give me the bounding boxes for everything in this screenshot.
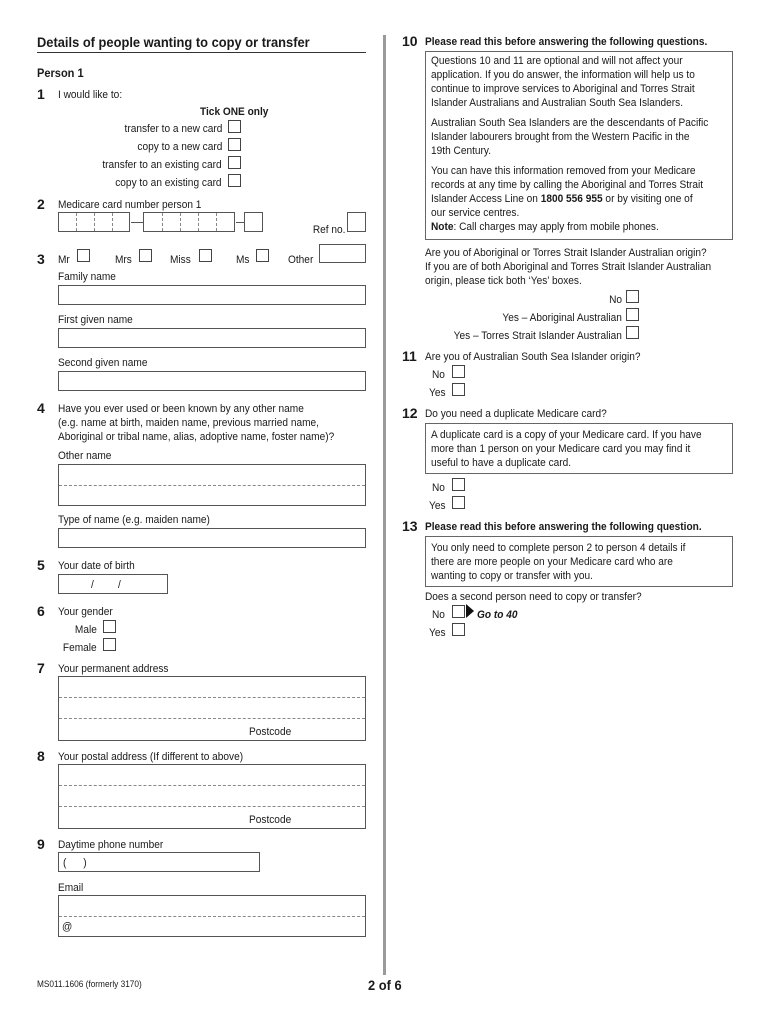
title-miss-label: Miss	[170, 254, 191, 266]
email-label: Email	[58, 882, 84, 894]
gender-male-checkbox[interactable]	[103, 620, 116, 633]
phone-field[interactable]	[58, 852, 260, 872]
postcode-label: Postcode	[249, 814, 292, 826]
q6-number: 6	[37, 603, 45, 619]
q2-label: Medicare card number person 1	[58, 199, 202, 211]
access-line-phone-number: 1800 556 955	[540, 193, 603, 205]
medicare-number-part2[interactable]	[143, 212, 235, 232]
q10-option-label: Yes – Aboriginal Australian	[502, 312, 622, 324]
first-given-name-label: First given name	[58, 314, 133, 326]
family-name-label: Family name	[58, 271, 116, 283]
title-mr-label: Mr	[58, 254, 70, 266]
q11-no-label: No	[432, 369, 445, 381]
q10-question-line: If you are of both Aboriginal and Torres Strait Islander Australian	[425, 261, 712, 273]
q13-heading: Please read this before answering the following question.	[425, 521, 702, 533]
note-line	[431, 220, 659, 234]
postal-address-field[interactable]	[58, 764, 366, 829]
q11-yes-checkbox[interactable]	[452, 383, 465, 396]
q11-number: 11	[402, 348, 417, 364]
goto-instruction: Go to 40	[477, 609, 518, 621]
q1-option-label: copy to a new card	[137, 141, 222, 153]
q1-number: 1	[37, 86, 45, 102]
q10-question-line: origin, please tick both ‘Yes’ boxes.	[425, 275, 582, 287]
info-line: You can have this information removed from your Medicare	[431, 165, 696, 177]
arrow-right-icon	[466, 604, 474, 618]
q10-option-label: No	[609, 294, 622, 306]
info-line: A duplicate card is a copy of your Medicare card. If you have	[431, 429, 702, 441]
email-at-sign: @	[62, 921, 73, 933]
note-text: : Call charges may apply from mobile phones.	[453, 221, 659, 233]
dash-separator	[131, 222, 143, 223]
info-line: more than 1 person on your Medicare card you may find it	[431, 443, 691, 455]
postal-address-label: Your postal address (If different to above)	[58, 751, 244, 763]
title-ms-label: Ms	[236, 254, 250, 266]
info-line: application. If you do answer, the information will help us to	[431, 69, 695, 81]
q12-number: 12	[402, 405, 418, 421]
section-title: Details of people wanting to copy or transfer	[37, 34, 310, 50]
q10-heading: Please read this before answering the following questions.	[425, 36, 708, 48]
q12-no-checkbox[interactable]	[452, 478, 465, 491]
gender-female-label: Female	[63, 642, 97, 654]
other-name-field[interactable]	[58, 464, 366, 506]
dash-separator	[236, 222, 244, 223]
postcode-label: Postcode	[249, 726, 292, 738]
title-mrs-label: Mrs	[115, 254, 132, 266]
info-line: Islander labourers brought from the Western Pacific in the	[431, 131, 690, 143]
q1-option-label: transfer to an existing card	[102, 159, 222, 171]
q13-question: Does a second person need to copy or transfer?	[425, 591, 642, 603]
q1-copy-new-checkbox[interactable]	[228, 138, 241, 151]
q5-number: 5	[37, 557, 45, 573]
dob-slash: /	[118, 579, 121, 591]
q11-label: Are you of Australian South Sea Islander origin?	[425, 351, 641, 363]
phone-area-parens: ( )	[63, 857, 87, 869]
info-text: Islander Access Line on	[431, 193, 541, 205]
info-line-phone	[431, 192, 693, 206]
permanent-address-field[interactable]	[58, 676, 366, 741]
first-given-name-field[interactable]	[58, 328, 366, 348]
title-mr-checkbox[interactable]	[77, 249, 90, 262]
date-of-birth-field[interactable]	[58, 574, 168, 594]
info-line: You only need to complete person 2 to person 4 details if	[431, 542, 686, 554]
q1-option-label: copy to an existing card	[115, 177, 222, 189]
q1-option-label: transfer to a new card	[124, 123, 222, 135]
q11-no-checkbox[interactable]	[452, 365, 465, 378]
dob-slash: /	[91, 579, 94, 591]
q13-yes-label: Yes	[429, 627, 446, 639]
person-heading: Person 1	[37, 66, 84, 80]
medicare-number-part3[interactable]	[244, 212, 263, 232]
second-given-name-label: Second given name	[58, 357, 148, 369]
info-line: continue to improve services to Aboriginal and Torres Strait	[431, 83, 695, 95]
column-separator	[383, 35, 386, 975]
ref-no-field[interactable]	[347, 212, 366, 232]
info-line: Questions 10 and 11 are optional and will not affect your	[431, 55, 683, 67]
type-of-name-field[interactable]	[58, 528, 366, 548]
medicare-number-part1[interactable]	[58, 212, 130, 232]
info-line: Australian South Sea Islanders are the descendants of Pacific	[431, 117, 709, 129]
type-of-name-label: Type of name (e.g. maiden name)	[58, 514, 210, 526]
info-line: wanting to copy or transfer with you.	[431, 570, 594, 582]
page-number: 2 of 6	[368, 977, 402, 993]
family-name-field[interactable]	[58, 285, 366, 305]
permanent-address-label: Your permanent address	[58, 663, 169, 675]
other-name-label: Other name	[58, 450, 112, 462]
q10-number: 10	[402, 33, 418, 49]
gender-male-label: Male	[75, 624, 97, 636]
q10-yes-aboriginal-checkbox[interactable]	[626, 308, 639, 321]
info-line: useful to have a duplicate card.	[431, 457, 572, 469]
q4-text-line: (e.g. name at birth, maiden name, previous married name,	[58, 417, 320, 429]
q13-no-label: No	[432, 609, 445, 621]
info-line: there are more people on your Medicare card who are	[431, 556, 673, 568]
q1-transfer-new-checkbox[interactable]	[228, 120, 241, 133]
q13-yes-checkbox[interactable]	[452, 623, 465, 636]
q1-transfer-existing-checkbox[interactable]	[228, 156, 241, 169]
note-label: Note	[431, 221, 454, 233]
q12-yes-checkbox[interactable]	[452, 496, 465, 509]
info-line: Islander Australians and Australian South Sea Islanders.	[431, 97, 684, 109]
info-text: or by visiting one of	[602, 193, 693, 205]
title-miss-checkbox[interactable]	[199, 249, 212, 262]
q10-option-label: Yes – Torres Strait Islander Australian	[453, 330, 622, 342]
email-field[interactable]	[58, 895, 366, 937]
info-line: records at any time by calling the Aboriginal and Torres Strait	[431, 179, 704, 191]
second-given-name-field[interactable]	[58, 371, 366, 391]
q7-number: 7	[37, 660, 45, 676]
q12-yes-label: Yes	[429, 500, 446, 512]
q13-number: 13	[402, 518, 418, 534]
q10-question-line: Are you of Aboriginal or Torres Strait Islander Australian origin?	[425, 247, 707, 259]
q1-label: I would like to:	[58, 89, 123, 101]
title-mrs-checkbox[interactable]	[139, 249, 152, 262]
q4-text-line: Aboriginal or tribal name, alias, adoptive name, foster name)?	[58, 431, 335, 443]
form-code: MS011.1606 (formerly 3170)	[37, 979, 142, 989]
q2-number: 2	[37, 196, 45, 212]
title-ms-checkbox[interactable]	[256, 249, 269, 262]
q13-no-checkbox[interactable]	[452, 605, 465, 618]
info-line: 19th Century.	[431, 145, 492, 157]
phone-label: Daytime phone number	[58, 839, 164, 851]
ref-no-label: Ref no.	[312, 224, 345, 236]
title-other-field[interactable]	[319, 244, 366, 263]
q11-yes-label: Yes	[429, 387, 446, 399]
q8-number: 8	[37, 748, 45, 764]
title-rule	[37, 52, 366, 53]
gender-label: Your gender	[58, 606, 113, 618]
q4-text-line: Have you ever used or been known by any other name	[58, 403, 304, 415]
q3-number: 3	[37, 251, 45, 267]
info-line: our service centres.	[431, 207, 520, 219]
q12-label: Do you need a duplicate Medicare card?	[425, 408, 607, 420]
q10-yes-torres-strait-checkbox[interactable]	[626, 326, 639, 339]
q1-copy-existing-checkbox[interactable]	[228, 174, 241, 187]
q9-number: 9	[37, 836, 45, 852]
q1-tick-note: Tick ONE only	[200, 106, 269, 118]
gender-female-checkbox[interactable]	[103, 638, 116, 651]
dob-label: Your date of birth	[58, 560, 135, 572]
title-other-label: Other	[288, 254, 314, 266]
q10-no-checkbox[interactable]	[626, 290, 639, 303]
q4-number: 4	[37, 400, 45, 416]
q12-no-label: No	[432, 482, 445, 494]
